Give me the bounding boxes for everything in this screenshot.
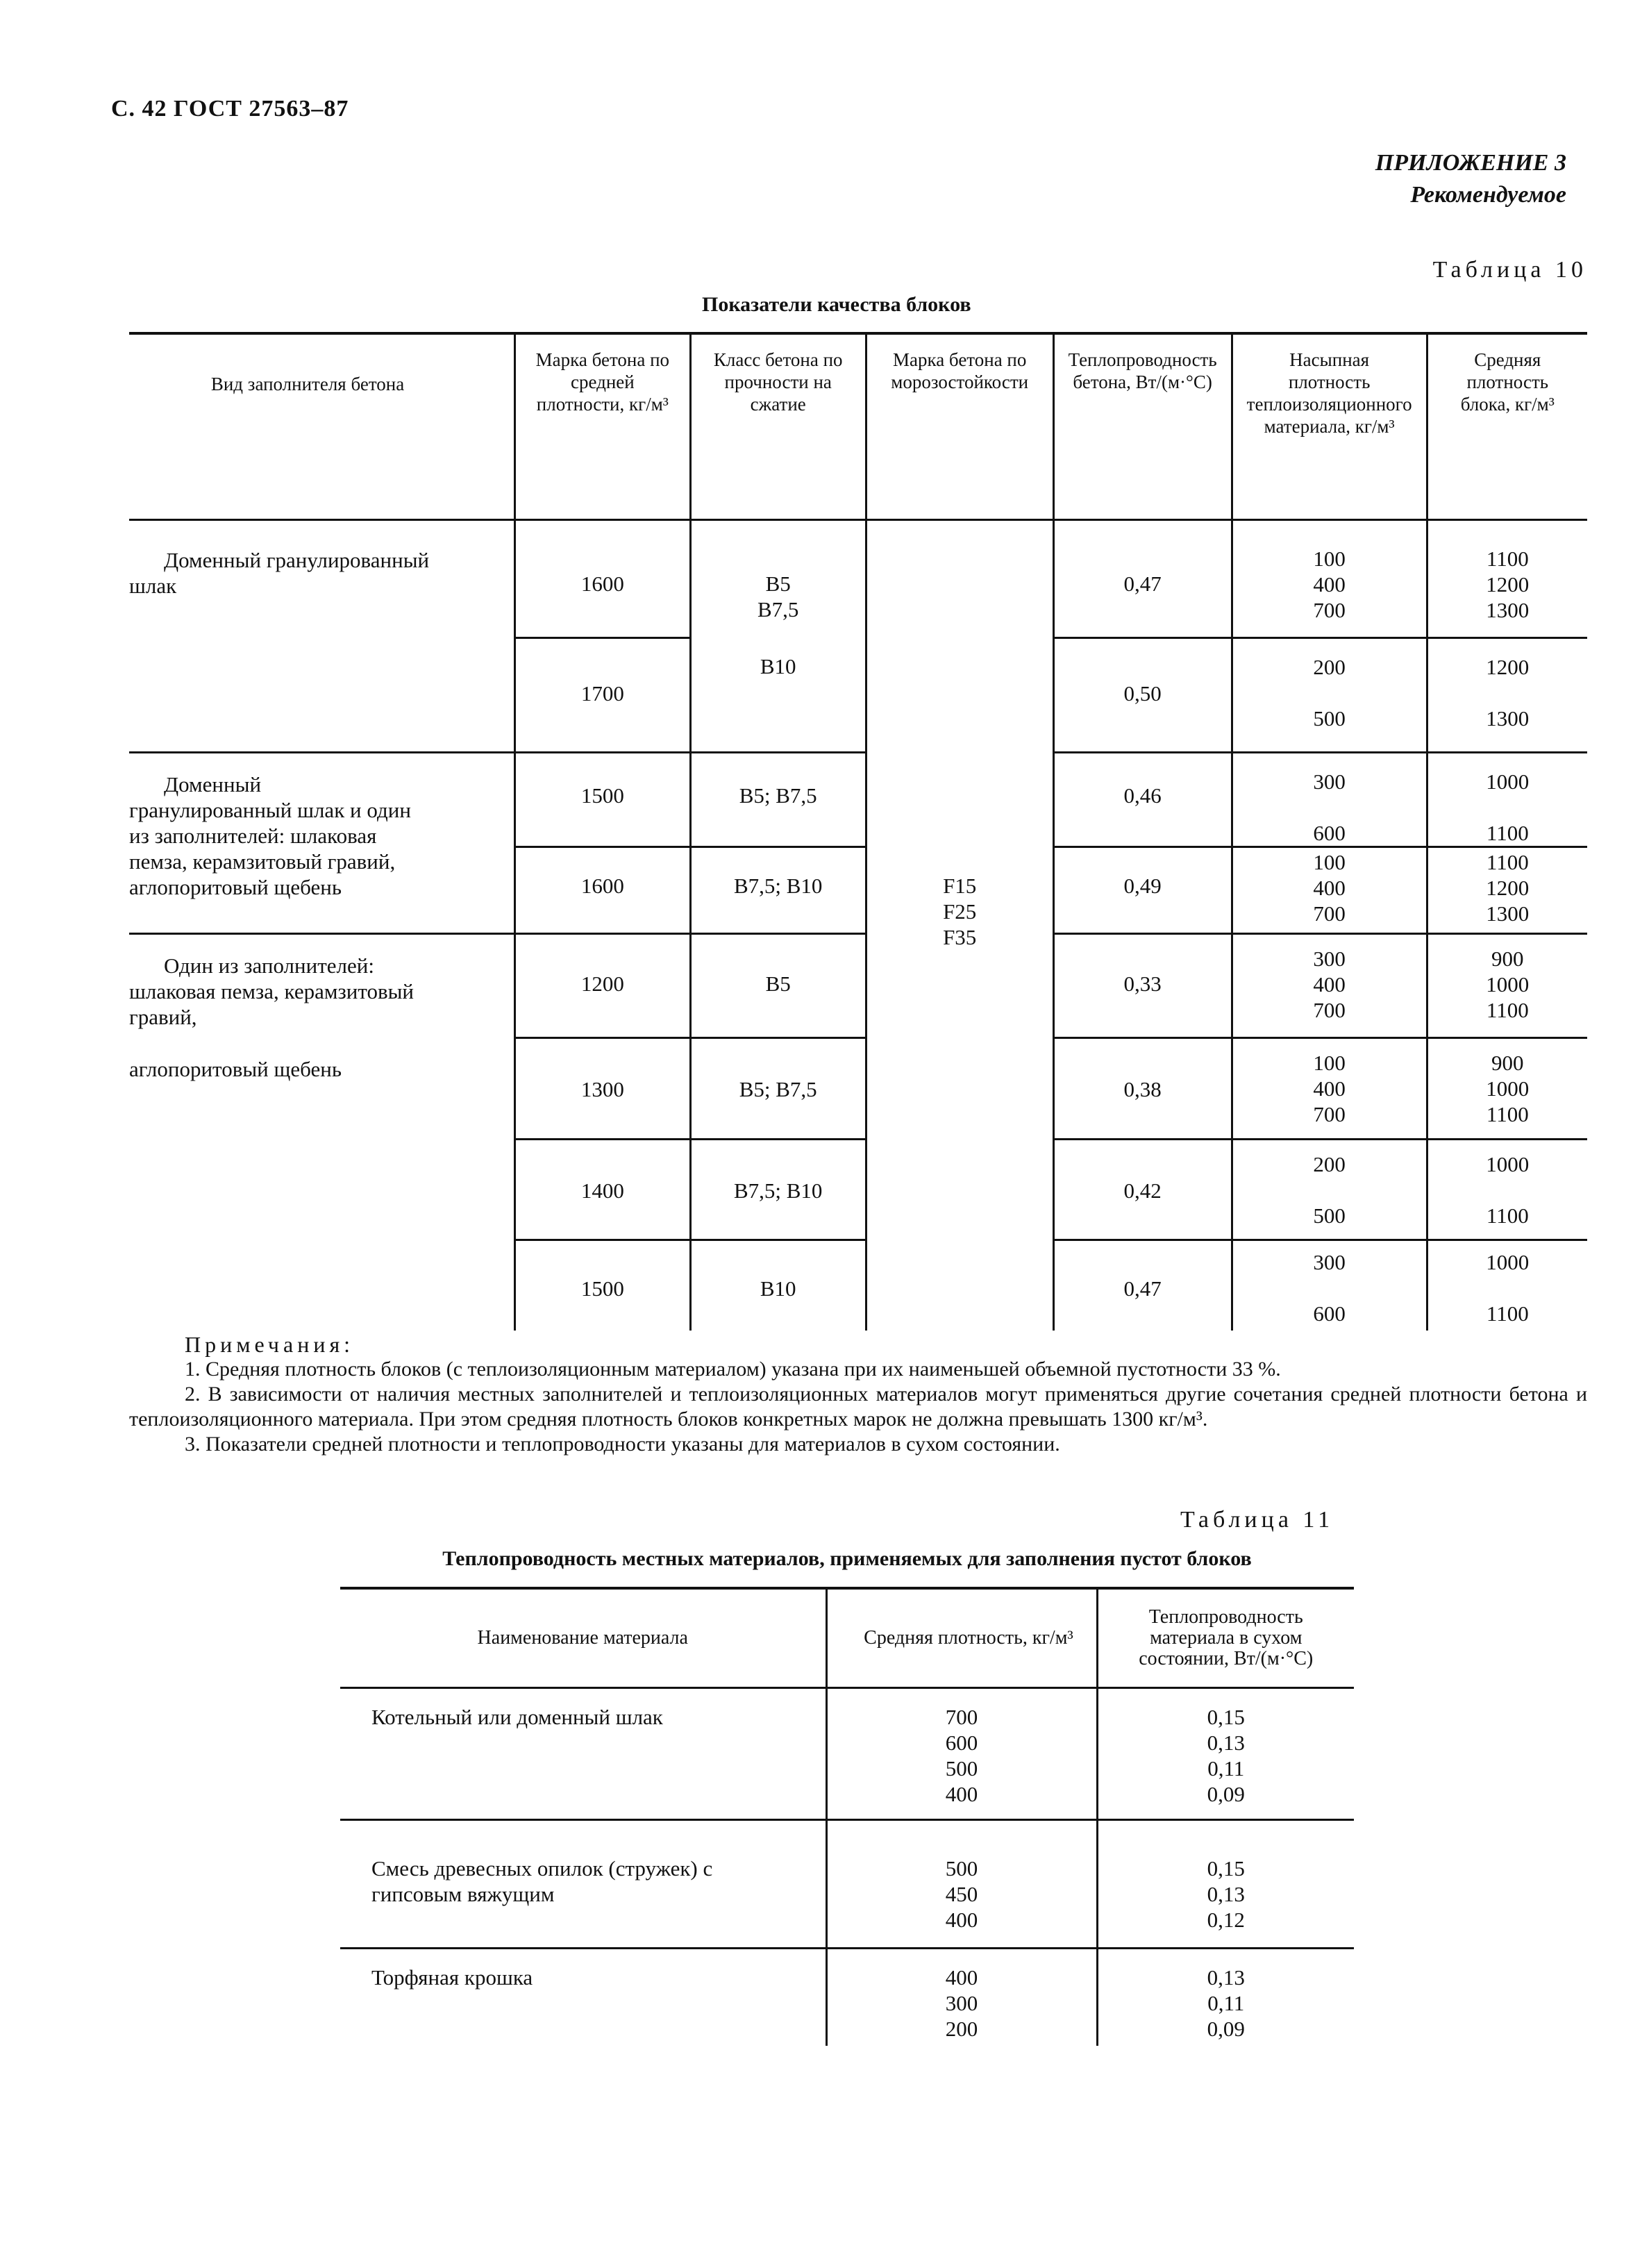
table10-cell-bulk: 300 [1313,947,1346,971]
table10-cell-avg: 1000 [1486,1152,1530,1176]
table10-filler: Доменный гранулированный шлак [129,548,430,598]
table11-cell-lambda: 0,13 [1207,1731,1245,1755]
table10-cell-mark: 1500 [515,1240,691,1331]
table10-cell-bulk: 400 [1313,876,1346,900]
notes-caption: Примечания: [185,1332,355,1357]
table10-cell-avg: 1200 [1486,655,1530,679]
table11-cell-density: 400 [945,1965,978,1990]
table11-cell-lambda: 0,09 [1207,2017,1245,2041]
table10-frost: F25 [943,899,977,924]
table10-cell-avg: 1100 [1486,1301,1529,1326]
table-row [340,1688,1354,1820]
table11-col-name: Наименование материала [340,1588,826,1688]
table10-cell-bulk: 400 [1313,1076,1346,1101]
table10-cell-lambda: 0,49 [1053,847,1232,934]
table10-cell-avg: 1100 [1486,547,1529,571]
table10-cell-lambda: 0,50 [1053,638,1232,753]
table11-number: Таблица 11 [1180,1507,1334,1533]
table10-cell-bulk: 400 [1313,972,1346,997]
table10-cell-bulk: 700 [1313,998,1346,1022]
table11-cell-name: Котельный или доменный шлак [371,1705,663,1729]
table10-cell-class: B10 [690,638,866,753]
table11-col-lambda: Теплопроводность материала в сухом состоянии, Вт/(м·°С) [1097,1588,1354,1688]
table10-filler: Один из заполнителей: шлаковая пемза, керамзитовый гравий, [129,953,414,1029]
table11-cell-density: 400 [945,1908,978,1932]
table-row [129,520,1587,638]
table10-cell-avg: 1200 [1486,876,1530,900]
table10-filler: Доменный гранулированный шлак и один из заполнителей: шлаковая пемза, керамзитовый гравий, аглопоритовый щебень [129,772,411,899]
table10-cell-lambda: 0,42 [1053,1140,1232,1240]
table10-cell-bulk: 600 [1313,1301,1346,1326]
table11-cell-density: 200 [945,2017,978,2041]
table10-cell-avg: 1000 [1486,1076,1530,1101]
table10-cell-bulk: 700 [1313,1102,1346,1126]
table10-cell-bulk: 200 [1313,1152,1346,1176]
table11-cell-lambda: 0,12 [1207,1908,1245,1932]
note-item: 3. Показатели средней плотности и теплопроводности указаны для материалов в сухом состоянии. [185,1433,1060,1456]
table11-col-density: Средняя плотность, кг/м³ [826,1588,1097,1688]
table10-col-avg: Средняя плотность блока, кг/м³ [1427,333,1587,520]
table10-cell-bulk: 300 [1313,769,1346,794]
table10-cell-avg: 1300 [1486,706,1530,731]
table10-title: Показатели качества блоков [702,293,971,316]
table10-cell-avg: 1100 [1486,998,1529,1022]
table10-col-mark: Марка бетона по средней плотности, кг/м³ [515,333,691,520]
table10-col-lambda: Теплопроводность бетона, Вт/(м·°С) [1053,333,1232,520]
table10-cell-class: B7,5; B10 [690,847,866,934]
table10-cell-bulk: 100 [1313,547,1346,571]
table10-notes [129,1332,1587,1457]
table11-title: Теплопроводность местных материалов, применяемых для заполнения пустот блоков [442,1547,1252,1570]
table11-header-row [340,1588,1354,1688]
table10-col-bulk: Насыпная плотность теплоизоляционного материала, кг/м³ [1232,333,1427,520]
table10-cell-class: B5; B7,5 [690,753,866,847]
table10-frost: F35 [943,925,977,950]
table-row [340,1949,1354,2046]
table10-cell-mark: 1300 [515,1038,691,1140]
table10-cell-class: B5; B7,5 [690,1038,866,1140]
table10-cell-avg: 1000 [1486,972,1530,997]
page-header: С. 42 ГОСТ 27563–87 [111,96,349,122]
table10-cell-avg: 1000 [1486,769,1530,794]
table11-cell-density: 450 [945,1882,978,1906]
table10-cell-avg: 1100 [1486,850,1529,874]
table10-cell-mark: 1400 [515,1140,691,1240]
table10-cell-avg: 1200 [1486,572,1530,597]
table10-cell-lambda: 0,46 [1053,753,1232,847]
table11-cell-density: 500 [945,1856,978,1881]
table10-cell-lambda: 0,47 [1053,520,1232,638]
table10-cell-class: B5 [765,572,791,596]
table10-frost: F15 [943,874,977,899]
table10-header-row [129,333,1587,520]
table10-cell-class: B10 [690,1240,866,1331]
table11-cell-density: 400 [945,1782,978,1806]
note-item: 2. В зависимости от наличия местных заполнителей и теплоизоляционных материалов могут применяться другие сочетания средней плотности бетона и теплоизоляционного материала. При этом средняя плотность блоков конкретных марок не должна превышать 1300 кг/м³. [129,1383,1587,1431]
table10-cell-avg: 1300 [1486,901,1530,926]
table-row [129,753,1587,847]
table10-cell-bulk: 100 [1313,1051,1346,1075]
table10-cell-avg: 900 [1491,947,1524,971]
appendix-subtitle: Рекомендуемое [1410,182,1566,208]
table11 [340,1587,1354,2046]
table11-cell-lambda: 0,11 [1207,1991,1245,2015]
table10-cell-avg: 1300 [1486,598,1530,622]
table10-number: Таблица 10 [1432,257,1587,283]
appendix-label [1375,147,1566,211]
table11-cell-density: 600 [945,1731,978,1755]
table-row [340,1820,1354,1949]
table11-cell-density: 500 [945,1756,978,1781]
table10-cell-class: B7,5 [757,597,799,622]
table10-cell-class: B5 [690,934,866,1038]
table10-cell-lambda: 0,33 [1053,934,1232,1038]
table11-cell-lambda: 0,15 [1207,1856,1245,1881]
table10-cell-avg: 1100 [1486,1203,1529,1228]
table-row [129,934,1587,1038]
appendix-title: ПРИЛОЖЕНИЕ 3 [1375,150,1566,176]
table10-cell-mark: 1500 [515,753,691,847]
table10-cell-bulk: 200 [1313,655,1346,679]
table10-cell-lambda: 0,38 [1053,1038,1232,1140]
table10-cell-bulk: 700 [1313,598,1346,622]
table10-cell-lambda: 0,47 [1053,1240,1232,1331]
table10-cell-mark: 1700 [515,638,691,753]
table10-cell-avg: 900 [1491,1051,1524,1075]
table10-cell-avg: 1100 [1486,821,1529,845]
table11-cell-lambda: 0,11 [1207,1756,1245,1781]
table10-cell-avg: 1000 [1486,1250,1530,1274]
table10 [129,332,1587,1331]
table10-cell-mark: 1200 [515,934,691,1038]
table10-cell-bulk: 500 [1313,1203,1346,1228]
table11-cell-name: Смесь древесных опилок (стружек) с гипсовым вяжущим [340,1820,826,1949]
table11-cell-lambda: 0,09 [1207,1782,1245,1806]
table10-cell-bulk: 400 [1313,572,1346,597]
table11-cell-lambda: 0,13 [1207,1882,1245,1906]
table11-cell-density: 300 [945,1991,978,2015]
table10-cell-bulk: 700 [1313,901,1346,926]
table11-cell-lambda: 0,13 [1207,1965,1245,1990]
table10-cell-avg: 1100 [1486,1102,1529,1126]
table10-cell-bulk: 600 [1313,821,1346,845]
table10-cell-bulk: 500 [1313,706,1346,731]
table10-col-class: Класс бетона по прочности на сжатие [690,333,866,520]
table11-cell-lambda: 0,15 [1207,1705,1245,1729]
table10-cell-mark: 1600 [515,847,691,934]
table11-cell-density: 700 [945,1705,978,1729]
table10-col-frost: Марка бетона по морозостойкости [866,333,1053,520]
table10-col-filler: Вид заполнителя бетона [129,333,515,520]
table10-filler-continued: аглопоритовый щебень [129,1057,342,1081]
table10-cell-class: B7,5; B10 [690,1140,866,1240]
table10-cell-mark: 1600 [515,520,691,638]
table10-cell-bulk: 300 [1313,1250,1346,1274]
table11-cell-name: Торфяная крошка [340,1949,826,2046]
note-item: 1. Средняя плотность блоков (с теплоизоляционным материалом) указана при их наименьшей объемной пустотности 33 %. [185,1358,1281,1381]
table10-cell-bulk: 100 [1313,850,1346,874]
